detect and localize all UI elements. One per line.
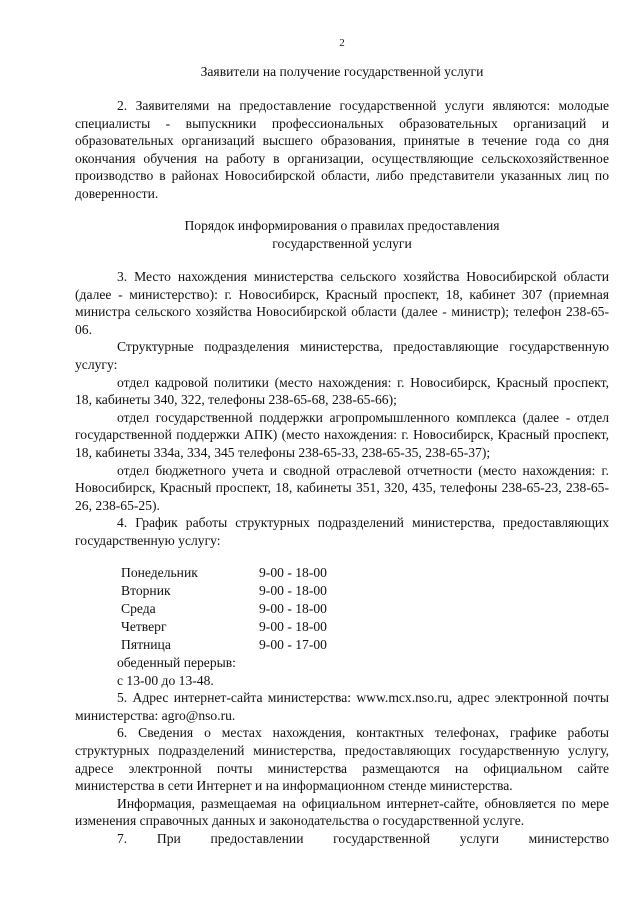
schedule-day: Пятница [121,637,171,652]
paragraph-3b: отдел кадровой политики (место нахождения: г. Новосибирск, Красный проспект, 18, кабинеты 340, 322, телефоны 238-65-68, 238-65-66); [75,374,609,408]
schedule-row [121,636,327,654]
schedule-hours: 9-00 - 18-00 [259,583,327,598]
paragraph-4: 4. График работы структурных подразделений министерства, предоставляющих государственную услугу: [75,515,609,548]
schedule-hours: 9-00 - 18-00 [259,601,327,616]
work-schedule [121,564,327,654]
paragraph-3d: отдел бюджетного учета и сводной отраслевой отчетности (место нахождения: г. Новосибирск, Красный проспект, 18, кабинеты 351, 320, 435, телефоны 238-65-23, 238-65-26, 238-65-25). [75,462,609,513]
paragraph-3: 3. Место нахождения министерства сельского хозяйства Новосибирской области (далее - министерство): г. Новосибирск, Красный проспект, 18, кабинет 307 (приемная министра сельского хозяйства Новосибирской области (далее - министр); телефон 238-65-06. [75,269,609,337]
paragraph-2: 2. Заявителями на предоставление государственной услуги являются: молодые специалисты - выпускники профессиональных образовательных организаций и образовательных организаций высшего образования, принятые в течение года со дня окончания обучения на работу в организации, осуществляющие сельскохозяйственное производство в районах Новосибирской области, либо представители указанных лиц по доверенности. [75,98,609,201]
document-page [75,0,609,905]
schedule-hours: 9-00 - 18-00 [259,565,327,580]
paragraph-6a: Информация, размещаемая на официальном интернет-сайте, обновляется по мере изменения справочных данных и законодательства о государственной услуге. [75,795,609,829]
section-title-informing: Порядок информирования о правилах предоставления государственной услуги [184,218,500,251]
section-title-applicants: Заявители на получение государственной услуги [200,64,484,79]
schedule-day: Четверг [121,619,167,634]
schedule-day: Понедельник [121,565,198,580]
lunch-and-rest-block [75,654,609,848]
schedule-day: Среда [121,601,156,616]
schedule-hours: 9-00 - 18-00 [259,619,327,634]
paragraph-2-block [75,97,609,203]
schedule-row [121,564,327,582]
paragraph-5: 5. Адрес интернет-сайта министерства: www.mcx.nso.ru, адрес электронной почты министерства: agro@nso.ru. [75,690,609,723]
paragraph-7: 7. При предоставлении государственной услуги министерство [117,830,609,846]
schedule-day: Вторник [121,583,171,598]
schedule-row [121,600,327,618]
lunch-time: с 13-00 до 13-48. [117,672,214,688]
paragraph-3a: Структурные подразделения министерства, предоставляющие государственную услугу: [75,339,609,372]
paragraph-6: 6. Сведения о местах нахождения, контактных телефонах, графике работы структурных подразделений министерства, предоставляющих государственную услугу, адресе электронной почты министерства размещаются на официальном сайте министерства в сети Интернет и на информационном стенде министерства. [75,725,609,794]
paragraph-3c: отдел государственной поддержки агропромышленного комплекса (далее - отдел государственной поддержки АПК) (место нахождения: г. Новосибирск, Красный проспект, 18, кабинеты 334а, 334, 345 телефоны 238-65-33, 238-65-35, 238-65-37); [75,409,609,460]
schedule-hours: 9-00 - 17-00 [259,637,327,652]
schedule-row [121,618,327,636]
schedule-row [121,582,327,600]
page-number: 2 [339,37,345,49]
paragraph-3-block [75,268,609,550]
lunch-label: обеденный перерыв: [117,655,236,670]
